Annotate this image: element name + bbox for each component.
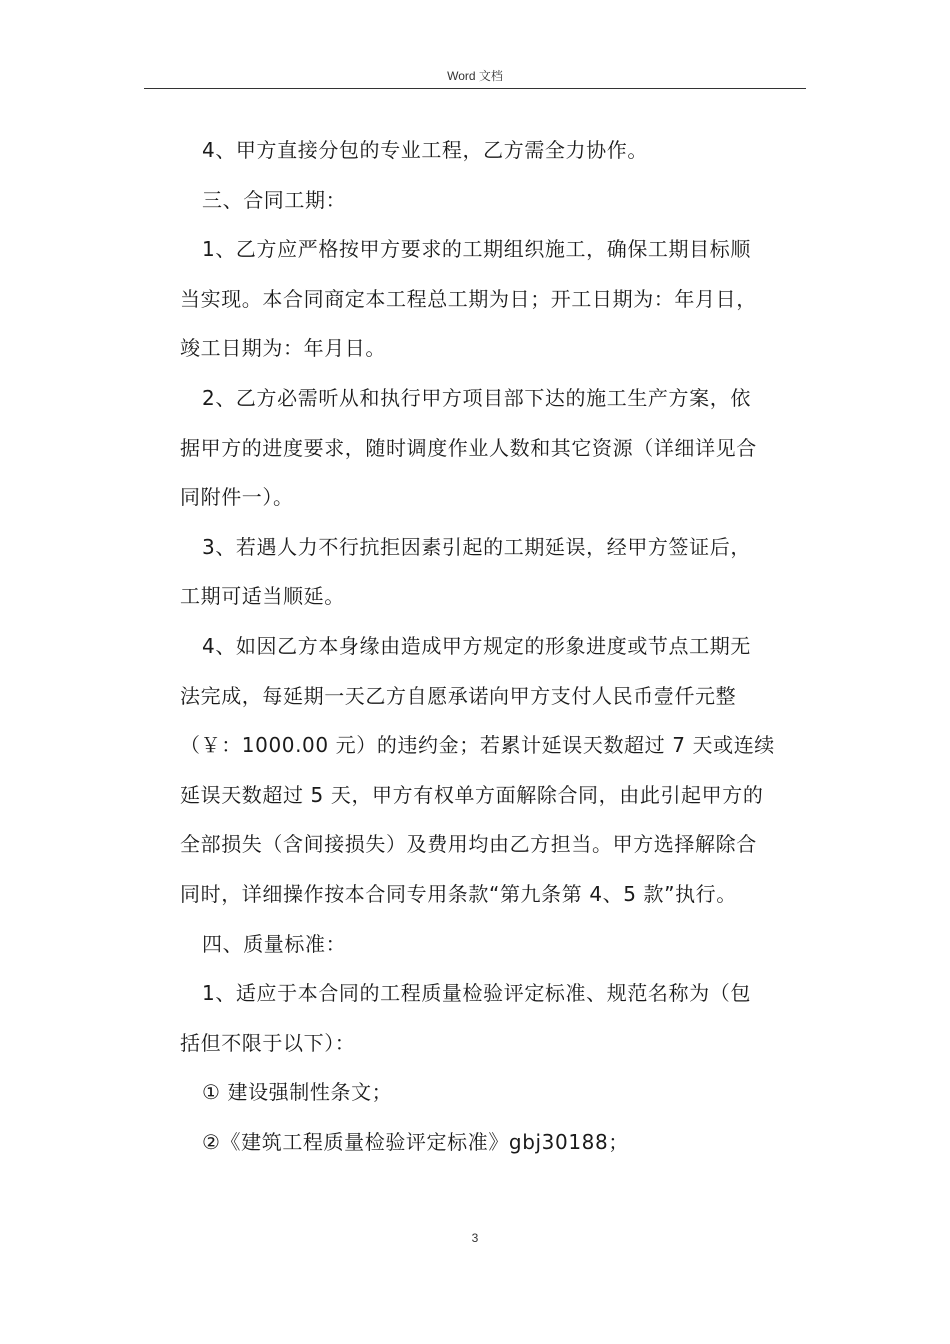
header-title: Word 文档 xyxy=(447,69,503,83)
body-line: 1、适应于本合同的工程质量检验评定标准、规范名称为（包 xyxy=(202,981,751,1006)
body-line: 括但不限于以下）： xyxy=(180,1030,356,1055)
body-line: 全部损失（含间接损失）及费用均由乙方担当。甲方选择解除合 xyxy=(180,832,757,857)
body-line: 3、若遇人力不行抗拒因素引起的工期延误，经甲方签证后， xyxy=(202,534,751,559)
body-line: 2、乙方必需听从和执行甲方项目部下达的施工生产方案，依 xyxy=(202,385,751,410)
body-line: 同时，详细操作按本合同专用条款“第九条第 4、5 款”执行。 xyxy=(180,881,737,906)
section-heading: 四、质量标准： xyxy=(202,931,347,956)
body-line: 1、乙方应严格按甲方要求的工期组织施工，确保工期目标顺 xyxy=(202,237,751,262)
body-line: 4、如因乙方本身缘由造成甲方规定的形象进度或节点工期无 xyxy=(202,633,751,658)
page-number: 3 xyxy=(471,1231,479,1245)
body-line: 据甲方的进度要求，随时调度作业人数和其它资源（详细详见合 xyxy=(180,435,757,460)
body-line: 法完成，每延期一天乙方自愿承诺向甲方支付人民币壹仟元整 xyxy=(180,683,737,708)
body-line: 4、甲方直接分包的专业工程，乙方需全力协作。 xyxy=(202,138,648,162)
list-item: ① 建设强制性条文； xyxy=(202,1080,393,1105)
section-heading: 三、合同工期： xyxy=(202,187,347,212)
body-line: （￥：1000.00 元）的违约金；若累计延误天数超过 7 天或连续 xyxy=(180,733,775,758)
page-header xyxy=(144,68,806,89)
body-line: 当实现。本合同商定本工程总工期为日；开工日期为：年月日， xyxy=(180,286,757,311)
body-line: 延误天数超过 5 天，甲方有权单方面解除合同，由此引起甲方的 xyxy=(180,782,764,807)
list-item: ②《建筑工程质量检验评定标准》gbj30188； xyxy=(202,1129,629,1154)
body-line: 工期可适当顺延。 xyxy=(180,584,345,609)
body-line: 同附件一）。 xyxy=(180,485,294,510)
document-body xyxy=(180,126,810,1167)
body-line: 竣工日期为：年月日。 xyxy=(180,336,386,361)
